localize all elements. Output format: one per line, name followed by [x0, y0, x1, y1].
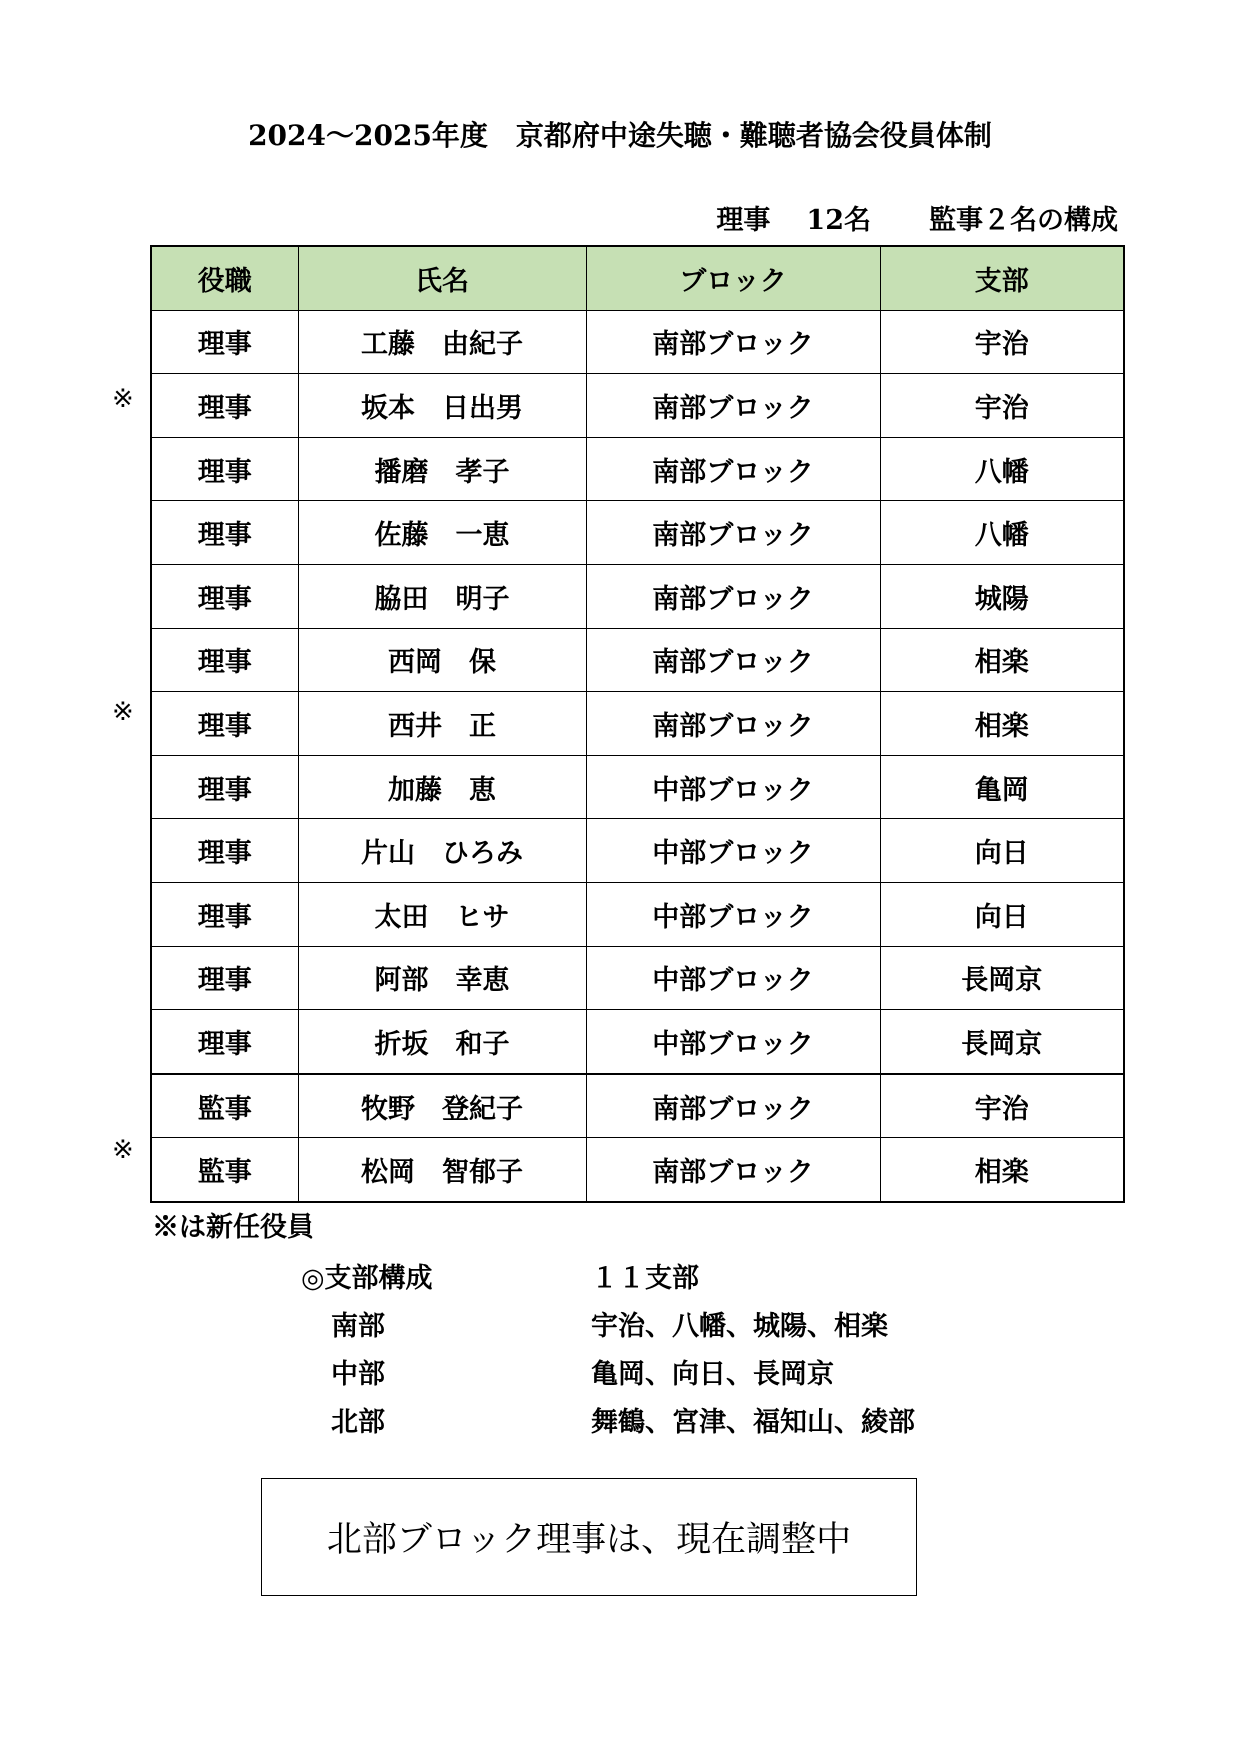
cell-branch: 亀岡 [880, 755, 1124, 819]
cell-block: 中部ブロック [586, 755, 880, 819]
cell-role: 理事 [151, 374, 298, 438]
cell-name: 松岡 智郁子 [298, 1138, 586, 1202]
cell-block: 中部ブロック [586, 946, 880, 1010]
table-row [151, 628, 1124, 692]
header-role: 役職 [151, 246, 298, 310]
new-officer-mark: ※ [112, 697, 134, 728]
cell-name: 脇田 明子 [298, 564, 586, 628]
cell-block: 中部ブロック [586, 819, 880, 883]
cell-block: 南部ブロック [586, 374, 880, 438]
region-branches: 宇治、八幡、城陽、相楽 [591, 1311, 888, 1342]
new-officer-mark: ※ [112, 384, 134, 415]
new-officer-footnote: ※は新任役員 [152, 1212, 314, 1243]
cell-block: 南部ブロック [586, 501, 880, 565]
cell-block: 南部ブロック [586, 1074, 880, 1138]
cell-block: 南部ブロック [586, 310, 880, 374]
table-header-row [151, 246, 1124, 310]
cell-role: 理事 [151, 755, 298, 819]
region-name: 北部 [331, 1407, 385, 1438]
region-name: 中部 [331, 1359, 385, 1390]
cell-branch: 八幡 [880, 437, 1124, 501]
cell-role: 理事 [151, 692, 298, 756]
cell-name: 西井 正 [298, 692, 586, 756]
cell-branch: 向日 [880, 819, 1124, 883]
cell-role: 理事 [151, 819, 298, 883]
cell-name: 太田 ヒサ [298, 882, 586, 946]
table-row [151, 882, 1124, 946]
table-row [151, 1138, 1124, 1202]
table-row [151, 755, 1124, 819]
cell-role: 理事 [151, 628, 298, 692]
cell-branch: 向日 [880, 882, 1124, 946]
cell-block: 南部ブロック [586, 628, 880, 692]
cell-role: 理事 [151, 501, 298, 565]
table-row [151, 501, 1124, 565]
table-row [151, 564, 1124, 628]
region-branches: 亀岡、向日、長岡京 [591, 1359, 834, 1390]
cell-block: 南部ブロック [586, 437, 880, 501]
header-branch: 支部 [880, 246, 1124, 310]
cell-name: 坂本 日出男 [298, 374, 586, 438]
region-branches: 舞鶴、宮津、福知山、綾部 [591, 1407, 915, 1438]
region-name: 南部 [331, 1311, 385, 1342]
cell-role: 理事 [151, 882, 298, 946]
header-name: 氏名 [298, 246, 586, 310]
table-row [151, 692, 1124, 756]
table-row [151, 1010, 1124, 1074]
branch-total: １１支部 [591, 1263, 699, 1294]
cell-name: 加藤 恵 [298, 755, 586, 819]
cell-role: 理事 [151, 1010, 298, 1074]
cell-role: 理事 [151, 946, 298, 1010]
table-row [151, 437, 1124, 501]
cell-branch: 相楽 [880, 628, 1124, 692]
new-officer-mark: ※ [112, 1135, 134, 1166]
cell-branch: 宇治 [880, 1074, 1124, 1138]
cell-name: 西岡 保 [298, 628, 586, 692]
cell-role: 理事 [151, 437, 298, 501]
directors-label: 理事 [716, 205, 771, 236]
cell-name: 播磨 孝子 [298, 437, 586, 501]
branch-composition-heading: ◎支部構成 [301, 1263, 433, 1294]
cell-branch: 相楽 [880, 692, 1124, 756]
officers-table [150, 245, 1125, 1203]
cell-name: 阿部 幸恵 [298, 946, 586, 1010]
cell-role: 理事 [151, 310, 298, 374]
northern-block-notice: 北部ブロック理事は、現在調整中 [261, 1478, 917, 1596]
cell-role: 監事 [151, 1138, 298, 1202]
cell-branch: 相楽 [880, 1138, 1124, 1202]
cell-branch: 長岡京 [880, 946, 1124, 1010]
cell-block: 中部ブロック [586, 882, 880, 946]
cell-name: 工藤 由紀子 [298, 310, 586, 374]
cell-branch: 城陽 [880, 564, 1124, 628]
cell-name: 佐藤 一恵 [298, 501, 586, 565]
cell-block: 南部ブロック [586, 564, 880, 628]
cell-block: 中部ブロック [586, 1010, 880, 1074]
officer-composition [716, 198, 1118, 237]
cell-branch: 宇治 [880, 310, 1124, 374]
cell-block: 南部ブロック [586, 692, 880, 756]
table-row [151, 819, 1124, 883]
cell-role: 監事 [151, 1074, 298, 1138]
cell-branch: 宇治 [880, 374, 1124, 438]
auditors-label: 監事２名の構成 [929, 205, 1118, 236]
header-block: ブロック [586, 246, 880, 310]
cell-role: 理事 [151, 564, 298, 628]
cell-block: 南部ブロック [586, 1138, 880, 1202]
cell-branch: 八幡 [880, 501, 1124, 565]
directors-count: 12名 [806, 205, 871, 236]
cell-branch: 長岡京 [880, 1010, 1124, 1074]
table-row [151, 946, 1124, 1010]
document-title: 2024～2025年度 京都府中途失聴・難聴者協会役員体制 [248, 119, 992, 152]
table-row [151, 310, 1124, 374]
cell-name: 牧野 登紀子 [298, 1074, 586, 1138]
table-row [151, 374, 1124, 438]
table-row [151, 1074, 1124, 1138]
cell-name: 片山 ひろみ [298, 819, 586, 883]
cell-name: 折坂 和子 [298, 1010, 586, 1074]
